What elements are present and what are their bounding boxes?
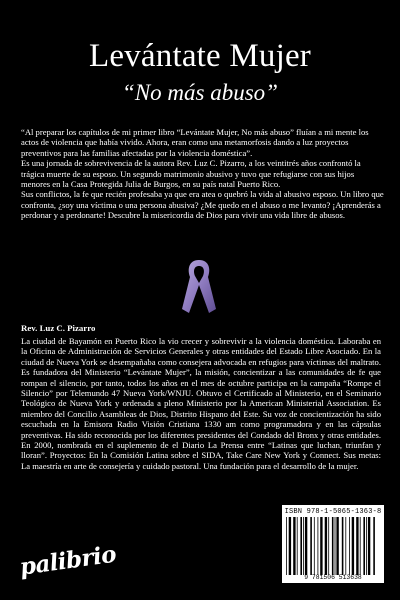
ean-digits: 9 781506 513638 [304, 574, 362, 581]
publisher-logo: palibrio [18, 540, 118, 581]
barcode-bar [352, 517, 354, 575]
barcode-bar [297, 517, 298, 575]
barcode-bar [345, 517, 346, 575]
author-bio: La ciudad de Bayamón en Puerto Rico la vio crecer y sobrevivir a la violencia doméstica. Laboraba en la Oficina de Administración de Servicios Generales y otras entidades del Estado Libre Asociado. En la ciudad de Nueva York se desempañaba como consejera advocada en refugios para víctimas del maltrato. Es fundadora del Ministerio “Levántate Mujer”, la misión, concientizar a las comunidades de fe que rompan el silencio, por tanto, todos los años en el mes de octubre participa en la campaña “Rompe el Silencio” por Telemundo 47 Nueva York/WNJU. Obtuvo el Certificado al Ministerio, en el Seminario Teológico de Nueva York y ordenada a pleno Ministerio por la American Ministerial Association. Es miembro del Concilio Asambleas de Dios, Distrito Hispano del Este. Su voz de concientización ha sido escuchada en la Emisora Radio Visión Cristiana 1330 am como programadora y en las cápsulas preventivas. Ha sido reconocida por los diferentes presidentes del Condado del Bronx y otras entidades. En 2000, nombrada en el suplemento de el Diario La Prensa entre “Latinas que luchan, triunfan y lloran”. Proyectos: En la Comisión Latina sobre el SIDA, Take Care New York y Connect. Sus metas: La maestría en arte de consejería y cuidado pastoral. Una fundación para el desarrollo de la mujer. [21, 336, 381, 471]
isbn-barcode [282, 505, 384, 583]
blurb-paragraph: “Al preparar los capítulos de mi primer libro “Levántate Mujer, No más abuso” fluían a mi mente los actos de violencia que había vivido. Ahora, eran como una metamorfosis dando a luz proyectos preventivos para las familias afectadas por la violencia doméstica”. [21, 127, 369, 158]
book-title: Levántate Mujer [89, 38, 311, 74]
barcode-bar [356, 517, 358, 575]
barcode-bar [349, 517, 350, 575]
isbn-label: ISBN 978-1-5065-1363-8 [284, 508, 382, 516]
barcode-bar [373, 517, 375, 575]
barcode-bar [325, 517, 327, 575]
barcode-bar [328, 517, 329, 575]
barcode-bar [336, 517, 338, 575]
blurb [21, 127, 385, 221]
barcode-bar [286, 517, 287, 575]
barcode-bar [293, 517, 295, 575]
blurb-paragraph: Es una jornada de sobrevivencia de la autora Rev. Luz C. Pizarro, a los veintitrés años confrontó la trágica muerte de su esposo. Un segundo matrimonio abusivo y tuvo que refugiarse con sus hijos menores en la Casa Protegida Julia de Burgos, en su país natal Puerto Rico. [21, 158, 361, 190]
barcode-bar [366, 517, 367, 575]
book-subtitle: “No más abuso” [122, 80, 278, 105]
barcode-bar [289, 517, 291, 575]
barcode-bar [320, 517, 322, 575]
barcode-bar [303, 517, 304, 575]
barcode-bar [314, 517, 315, 575]
barcode-bar [363, 517, 365, 575]
barcode-bar [360, 517, 361, 575]
awareness-ribbon-icon [176, 257, 222, 317]
barcode-bars [286, 517, 380, 575]
blurb-paragraph: Sus conflictos, la fe que recién profesaba ya que era atea o quebró la vida al abusivo esposo. Un libro que confronta, ¿soy una víctima o una persona abusiva? ¿Me quedo en el abuso o me levanto? ¡Aprenderás a perdonar y a perdonarte! Descubre la misericordia de Dios para vivir una vida libre de abusos. [21, 189, 384, 221]
barcode-bar [310, 517, 312, 575]
barcode-bar [318, 517, 319, 575]
barcode-bar [305, 517, 307, 575]
barcode-bar [300, 517, 302, 575]
barcode-bar [335, 517, 336, 575]
barcode-bar [332, 517, 334, 575]
barcode-bar [368, 517, 370, 575]
barcode-bar [342, 517, 344, 575]
author-name: Rev. Luz C. Pizarro [21, 323, 96, 333]
